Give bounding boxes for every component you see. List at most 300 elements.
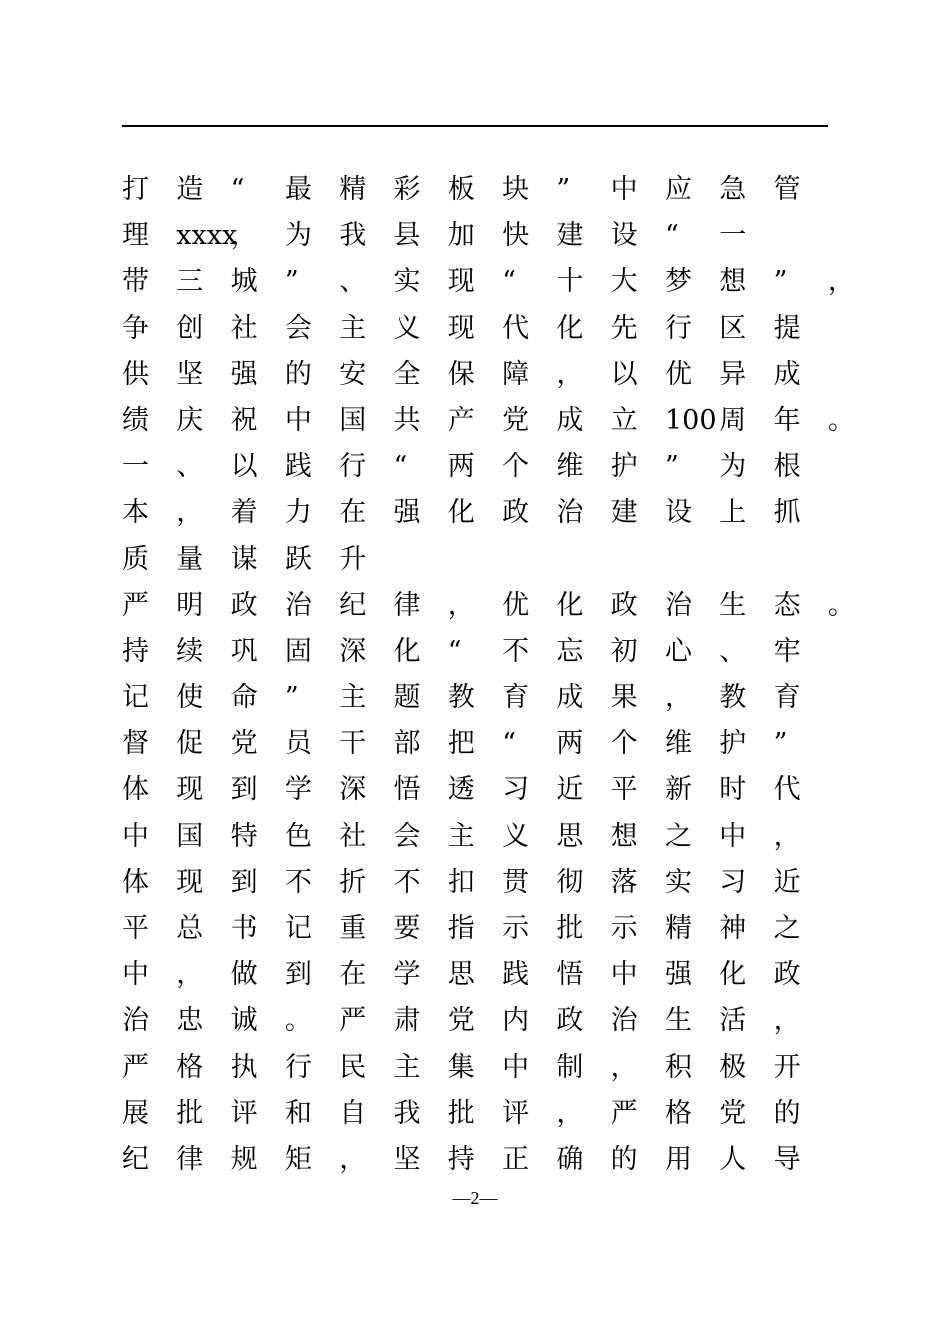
text-char: 促 — [176, 728, 204, 760]
text-char: 党 — [230, 728, 258, 760]
text-char: 政 — [610, 589, 638, 621]
text-char: 梦 — [664, 266, 692, 298]
text-char: 保 — [447, 358, 475, 390]
text-line — [122, 952, 852, 998]
text-char: 现 — [447, 312, 475, 344]
text-char: 评 — [502, 1097, 530, 1129]
text-char: 续 — [176, 635, 204, 667]
text-char: 建 — [556, 220, 584, 252]
text-char: 治 — [610, 1005, 638, 1037]
text-char: 加 — [447, 220, 475, 252]
text-char: ， — [827, 266, 855, 298]
text-char: 社 — [339, 820, 367, 852]
text-char: 大 — [610, 266, 638, 298]
text-char: 量 — [176, 543, 204, 575]
text-char: 着 — [230, 497, 258, 529]
text-char: 强 — [393, 497, 421, 529]
text-char: “ — [230, 174, 245, 205]
text-char: 态 — [773, 589, 801, 621]
text-line — [122, 583, 855, 629]
text-char: 彩 — [393, 174, 421, 205]
text-char: 育 — [773, 682, 801, 714]
text-char: 现 — [447, 266, 475, 298]
text-char: 绩 — [122, 404, 149, 436]
text-char: 严 — [339, 1005, 367, 1037]
text-char: 正 — [502, 1143, 530, 1175]
text-char: ” — [773, 728, 788, 760]
page-number: —2— — [452, 1188, 498, 1208]
text-char: 纪 — [339, 589, 367, 621]
text-char: 格 — [176, 1051, 204, 1083]
text-char: ” — [664, 451, 679, 483]
text-char: 部 — [393, 728, 421, 760]
text-char: 主 — [393, 1051, 421, 1083]
text-char: 到 — [284, 959, 312, 991]
text-char: 实 — [664, 866, 692, 898]
text-char: 、 — [339, 266, 367, 298]
text-char: 忠 — [176, 1005, 204, 1037]
text-char: 个 — [502, 451, 530, 483]
text-char: 使 — [176, 682, 204, 714]
text-char: 批 — [447, 1097, 475, 1129]
text-line — [122, 444, 852, 490]
text-char: 以 — [230, 451, 258, 483]
text-char: 内 — [502, 1005, 530, 1037]
text-char: 主 — [339, 682, 367, 714]
text-char: 优 — [502, 589, 530, 621]
text-char: 中 — [122, 959, 149, 991]
text-char: 我 — [339, 220, 367, 252]
text-char: 以 — [610, 358, 638, 390]
text-char: 带 — [122, 266, 149, 298]
text-char: 代 — [773, 774, 801, 806]
text-char: ， — [773, 1005, 801, 1037]
text-line — [122, 490, 852, 536]
text-char: 不 — [284, 866, 312, 898]
text-line — [122, 213, 852, 259]
text-char: 为 — [284, 220, 312, 252]
text-char: 中 — [610, 959, 638, 991]
text-char: 在 — [339, 497, 367, 529]
text-char: 展 — [122, 1097, 149, 1129]
text-char: 书 — [230, 913, 258, 944]
text-char: 两 — [447, 451, 475, 483]
text-char: 生 — [664, 1005, 692, 1037]
text-line — [122, 767, 852, 813]
text-char: 固 — [284, 635, 312, 667]
text-char: 精 — [339, 174, 367, 205]
text-char: 践 — [502, 959, 530, 991]
text-char: 十 — [556, 266, 584, 298]
text-char: 民 — [339, 1051, 367, 1083]
text-char: 政 — [773, 959, 801, 991]
text-char: 律 — [393, 589, 421, 621]
text-char: 思 — [447, 959, 475, 991]
text-char: 重 — [339, 913, 367, 944]
text-char: 力 — [284, 497, 312, 529]
text-char: 习 — [502, 774, 530, 806]
text-char: 为 — [719, 451, 747, 483]
text-char: 果 — [610, 682, 638, 714]
text-char: 用 — [664, 1143, 692, 1175]
text-char: 治 — [664, 589, 692, 621]
text-line — [122, 629, 852, 675]
text-char: 记 — [122, 682, 149, 714]
text-char: 。 — [827, 404, 855, 436]
text-char: 近 — [556, 774, 584, 806]
text-char: 践 — [284, 451, 312, 483]
text-char: 评 — [230, 1097, 258, 1129]
text-char: ” — [556, 174, 571, 205]
text-char: 扣 — [447, 866, 475, 898]
text-char: 政 — [556, 1005, 584, 1037]
text-char: 不 — [393, 866, 421, 898]
text-line — [122, 906, 852, 952]
text-char: 人 — [719, 1143, 747, 1175]
text-char: 抓 — [773, 497, 801, 529]
text-line — [122, 1137, 852, 1183]
text-char: ， — [447, 589, 475, 621]
text-char: 区 — [719, 312, 747, 344]
text-char: 格 — [664, 1097, 692, 1129]
text-char: 明 — [176, 589, 204, 621]
text-char: 指 — [447, 913, 475, 944]
text-char: 政 — [230, 589, 258, 621]
text-char: 牢 — [773, 635, 801, 667]
text-char: 精 — [664, 913, 692, 944]
text-char: 导 — [773, 1143, 801, 1175]
text-char: 干 — [339, 728, 367, 760]
text-char: 块 — [502, 174, 530, 205]
text-char: 集 — [447, 1051, 475, 1083]
text-char: 中 — [284, 404, 312, 436]
text-char: “ — [664, 220, 679, 252]
text-char: 中 — [610, 174, 638, 205]
text-char: 实 — [393, 266, 421, 298]
text-char: 严 — [122, 1051, 149, 1083]
text-char: 把 — [447, 728, 475, 760]
text-char: 严 — [610, 1097, 638, 1129]
text-char: 矩 — [284, 1143, 312, 1175]
text-line — [122, 398, 855, 444]
text-char: 护 — [610, 451, 638, 483]
text-char: 安 — [339, 358, 367, 390]
text-char: 贯 — [502, 866, 530, 898]
text-char: 社 — [230, 312, 258, 344]
text-char: 诚 — [230, 1005, 258, 1037]
text-char: 本 — [122, 497, 149, 529]
text-char: 、 — [176, 451, 204, 483]
text-char: 优 — [664, 358, 692, 390]
text-char: 成 — [773, 358, 801, 390]
text-char: 到 — [230, 866, 258, 898]
text-char: 代 — [502, 312, 530, 344]
text-line — [122, 721, 852, 767]
text-char: 生 — [719, 589, 747, 621]
text-char: 急 — [719, 174, 747, 205]
text-char: 供 — [122, 358, 149, 390]
text-char: 巩 — [230, 635, 258, 667]
text-char: 总 — [176, 913, 204, 944]
text-char: 题 — [393, 682, 421, 714]
text-line — [122, 167, 852, 213]
text-char: ， — [230, 220, 258, 252]
text-char: 体 — [122, 866, 149, 898]
text-char: 升 — [339, 543, 367, 575]
text-char: 深 — [339, 774, 367, 806]
text-line — [122, 306, 852, 352]
text-char: 国 — [339, 404, 367, 436]
text-line — [122, 998, 852, 1044]
text-char: “ — [393, 451, 408, 483]
text-char: 做 — [230, 959, 258, 991]
text-char: 想 — [719, 266, 747, 298]
text-char: 快 — [502, 220, 530, 252]
text-char: 化 — [556, 589, 584, 621]
text-char: 中 — [719, 820, 747, 852]
text-char: 悟 — [556, 959, 584, 991]
text-char: 严 — [122, 589, 149, 621]
text-char: 质 — [122, 543, 149, 575]
text-char: 根 — [773, 451, 801, 483]
text-char: 化 — [556, 312, 584, 344]
text-char: 城 — [230, 266, 258, 298]
text-char: 全 — [393, 358, 421, 390]
text-char: 教 — [447, 682, 475, 714]
text-char: 造 — [176, 174, 204, 205]
text-char: 深 — [339, 635, 367, 667]
text-char: 和 — [284, 1097, 312, 1129]
text-char: 一 — [122, 451, 149, 483]
text-char: 学 — [393, 959, 421, 991]
text-char: 周 — [719, 404, 747, 436]
text-char: 强 — [230, 358, 258, 390]
text-char: 理 — [122, 220, 149, 252]
text-char: ， — [773, 820, 801, 852]
text-char: 国 — [176, 820, 204, 852]
text-char: 新 — [664, 774, 692, 806]
text-char: 现 — [176, 774, 204, 806]
text-char: 我 — [393, 1097, 421, 1129]
text-char: 产 — [447, 404, 475, 436]
text-char: 想 — [610, 820, 638, 852]
text-char: 争 — [122, 312, 149, 344]
text-char: 个 — [610, 728, 638, 760]
text-char: ， — [664, 682, 692, 714]
text-char: 强 — [664, 959, 692, 991]
text-char: 之 — [773, 913, 801, 944]
text-char: 中 — [502, 1051, 530, 1083]
text-char: 记 — [284, 913, 312, 944]
text-char: 制 — [556, 1051, 584, 1083]
text-char: 之 — [664, 820, 692, 852]
text-char: 体 — [122, 774, 149, 806]
text-char: 纪 — [122, 1143, 149, 1175]
text-char: 确 — [556, 1143, 584, 1175]
text-char: 命 — [230, 682, 258, 714]
text-char: ， — [610, 1051, 638, 1083]
text-char: 员 — [284, 728, 312, 760]
text-char: 特 — [230, 820, 258, 852]
text-char: 悟 — [393, 774, 421, 806]
text-char: 100 — [664, 404, 717, 436]
text-char: 在 — [339, 959, 367, 991]
text-line — [122, 259, 855, 305]
text-char: 极 — [719, 1051, 747, 1083]
text-char: 两 — [556, 728, 584, 760]
text-char: ” — [284, 266, 299, 298]
text-char: “ — [502, 728, 516, 760]
text-char: 行 — [339, 451, 367, 483]
text-char: 障 — [502, 358, 530, 390]
text-char: 应 — [664, 174, 692, 205]
text-line — [122, 860, 852, 906]
text-char: 最 — [284, 174, 312, 205]
text-char: 化 — [447, 497, 475, 529]
text-char: 建 — [610, 497, 638, 529]
text-char: 示 — [502, 913, 530, 944]
text-char: 党 — [502, 404, 530, 436]
text-char: 忘 — [556, 635, 584, 667]
text-char: 批 — [176, 1097, 204, 1129]
text-char: “ — [447, 635, 462, 667]
text-line — [122, 675, 852, 721]
text-char: 会 — [284, 312, 312, 344]
text-char: 维 — [664, 728, 692, 760]
text-char: ， — [176, 959, 204, 991]
text-char: 思 — [556, 820, 584, 852]
text-char: 育 — [502, 682, 530, 714]
text-char: 落 — [610, 866, 638, 898]
text-line — [122, 1091, 852, 1137]
text-char: 不 — [502, 635, 530, 667]
text-char: 打 — [122, 174, 149, 205]
text-char: xxxx — [176, 220, 238, 252]
text-char: ， — [556, 358, 584, 390]
text-char: 板 — [447, 174, 475, 205]
text-char: 党 — [719, 1097, 747, 1129]
text-char: 要 — [393, 913, 421, 944]
text-char: 年 — [773, 404, 801, 436]
text-line — [122, 352, 852, 398]
text-char: 积 — [664, 1051, 692, 1083]
text-char: ， — [176, 497, 204, 529]
text-char: 自 — [339, 1097, 367, 1129]
text-char: 会 — [393, 820, 421, 852]
text-char: 折 — [339, 866, 367, 898]
text-char: 平 — [122, 913, 149, 944]
text-char: 县 — [393, 220, 421, 252]
text-char: 治 — [122, 1005, 149, 1037]
text-char: 跃 — [284, 543, 312, 575]
text-char: 先 — [610, 312, 638, 344]
text-char: 心 — [664, 635, 692, 667]
text-char: 三 — [176, 266, 204, 298]
text-char: 的 — [773, 1097, 801, 1129]
text-line — [122, 537, 852, 583]
text-char: 治 — [556, 497, 584, 529]
text-char: 近 — [773, 866, 801, 898]
text-char: 成 — [556, 404, 584, 436]
text-char: 规 — [230, 1143, 258, 1175]
text-char: 的 — [284, 358, 312, 390]
text-char: 党 — [447, 1005, 475, 1037]
text-char: 管 — [773, 174, 801, 205]
text-char: 开 — [773, 1051, 801, 1083]
text-char: 。 — [284, 1005, 312, 1037]
text-char: 主 — [447, 820, 475, 852]
text-char: 时 — [719, 774, 747, 806]
text-char: 主 — [339, 312, 367, 344]
text-char: 一 — [719, 220, 747, 252]
text-char: 坚 — [176, 358, 204, 390]
body-text — [122, 167, 855, 1183]
text-char: 初 — [610, 635, 638, 667]
text-char: 上 — [719, 497, 747, 529]
text-char: ， — [556, 1097, 584, 1129]
text-char: 律 — [176, 1143, 204, 1175]
text-char: 设 — [664, 497, 692, 529]
text-char: 义 — [393, 312, 421, 344]
text-char: 习 — [719, 866, 747, 898]
text-char: 。 — [827, 589, 855, 621]
text-char: 平 — [610, 774, 638, 806]
text-char: 庆 — [176, 404, 204, 436]
text-char: 行 — [664, 312, 692, 344]
text-char: 神 — [719, 913, 747, 944]
text-char: ” — [284, 682, 299, 714]
text-char: 治 — [284, 589, 312, 621]
text-char: 设 — [610, 220, 638, 252]
text-char: 批 — [556, 913, 584, 944]
text-char: 祝 — [230, 404, 258, 436]
text-char: 持 — [122, 635, 149, 667]
text-char: 政 — [502, 497, 530, 529]
text-char: 执 — [230, 1051, 258, 1083]
text-char: 教 — [719, 682, 747, 714]
text-char: 义 — [502, 820, 530, 852]
text-char: 坚 — [393, 1143, 421, 1175]
text-char: 持 — [447, 1143, 475, 1175]
text-line — [122, 814, 852, 860]
text-char: 的 — [610, 1143, 638, 1175]
text-char: 活 — [719, 1005, 747, 1037]
text-char: 化 — [393, 635, 421, 667]
text-char: 护 — [719, 728, 747, 760]
text-char: 异 — [719, 358, 747, 390]
text-char: 示 — [610, 913, 638, 944]
text-char: 立 — [610, 404, 638, 436]
text-char: 中 — [122, 820, 149, 852]
text-char: 透 — [447, 774, 475, 806]
text-char: 成 — [556, 682, 584, 714]
text-char: 提 — [773, 312, 801, 344]
text-char: 现 — [176, 866, 204, 898]
text-char: 行 — [284, 1051, 312, 1083]
text-char: 学 — [284, 774, 312, 806]
text-char: 色 — [284, 820, 312, 852]
text-char: 督 — [122, 728, 149, 760]
text-char: “ — [502, 266, 516, 298]
text-char: 、 — [719, 635, 747, 667]
text-char: 肃 — [393, 1005, 421, 1037]
text-char: 到 — [230, 774, 258, 806]
text-char: 维 — [556, 451, 584, 483]
text-char: 谋 — [230, 543, 258, 575]
text-line — [122, 1045, 852, 1091]
text-char: ， — [339, 1143, 367, 1175]
header-rule — [122, 125, 828, 127]
